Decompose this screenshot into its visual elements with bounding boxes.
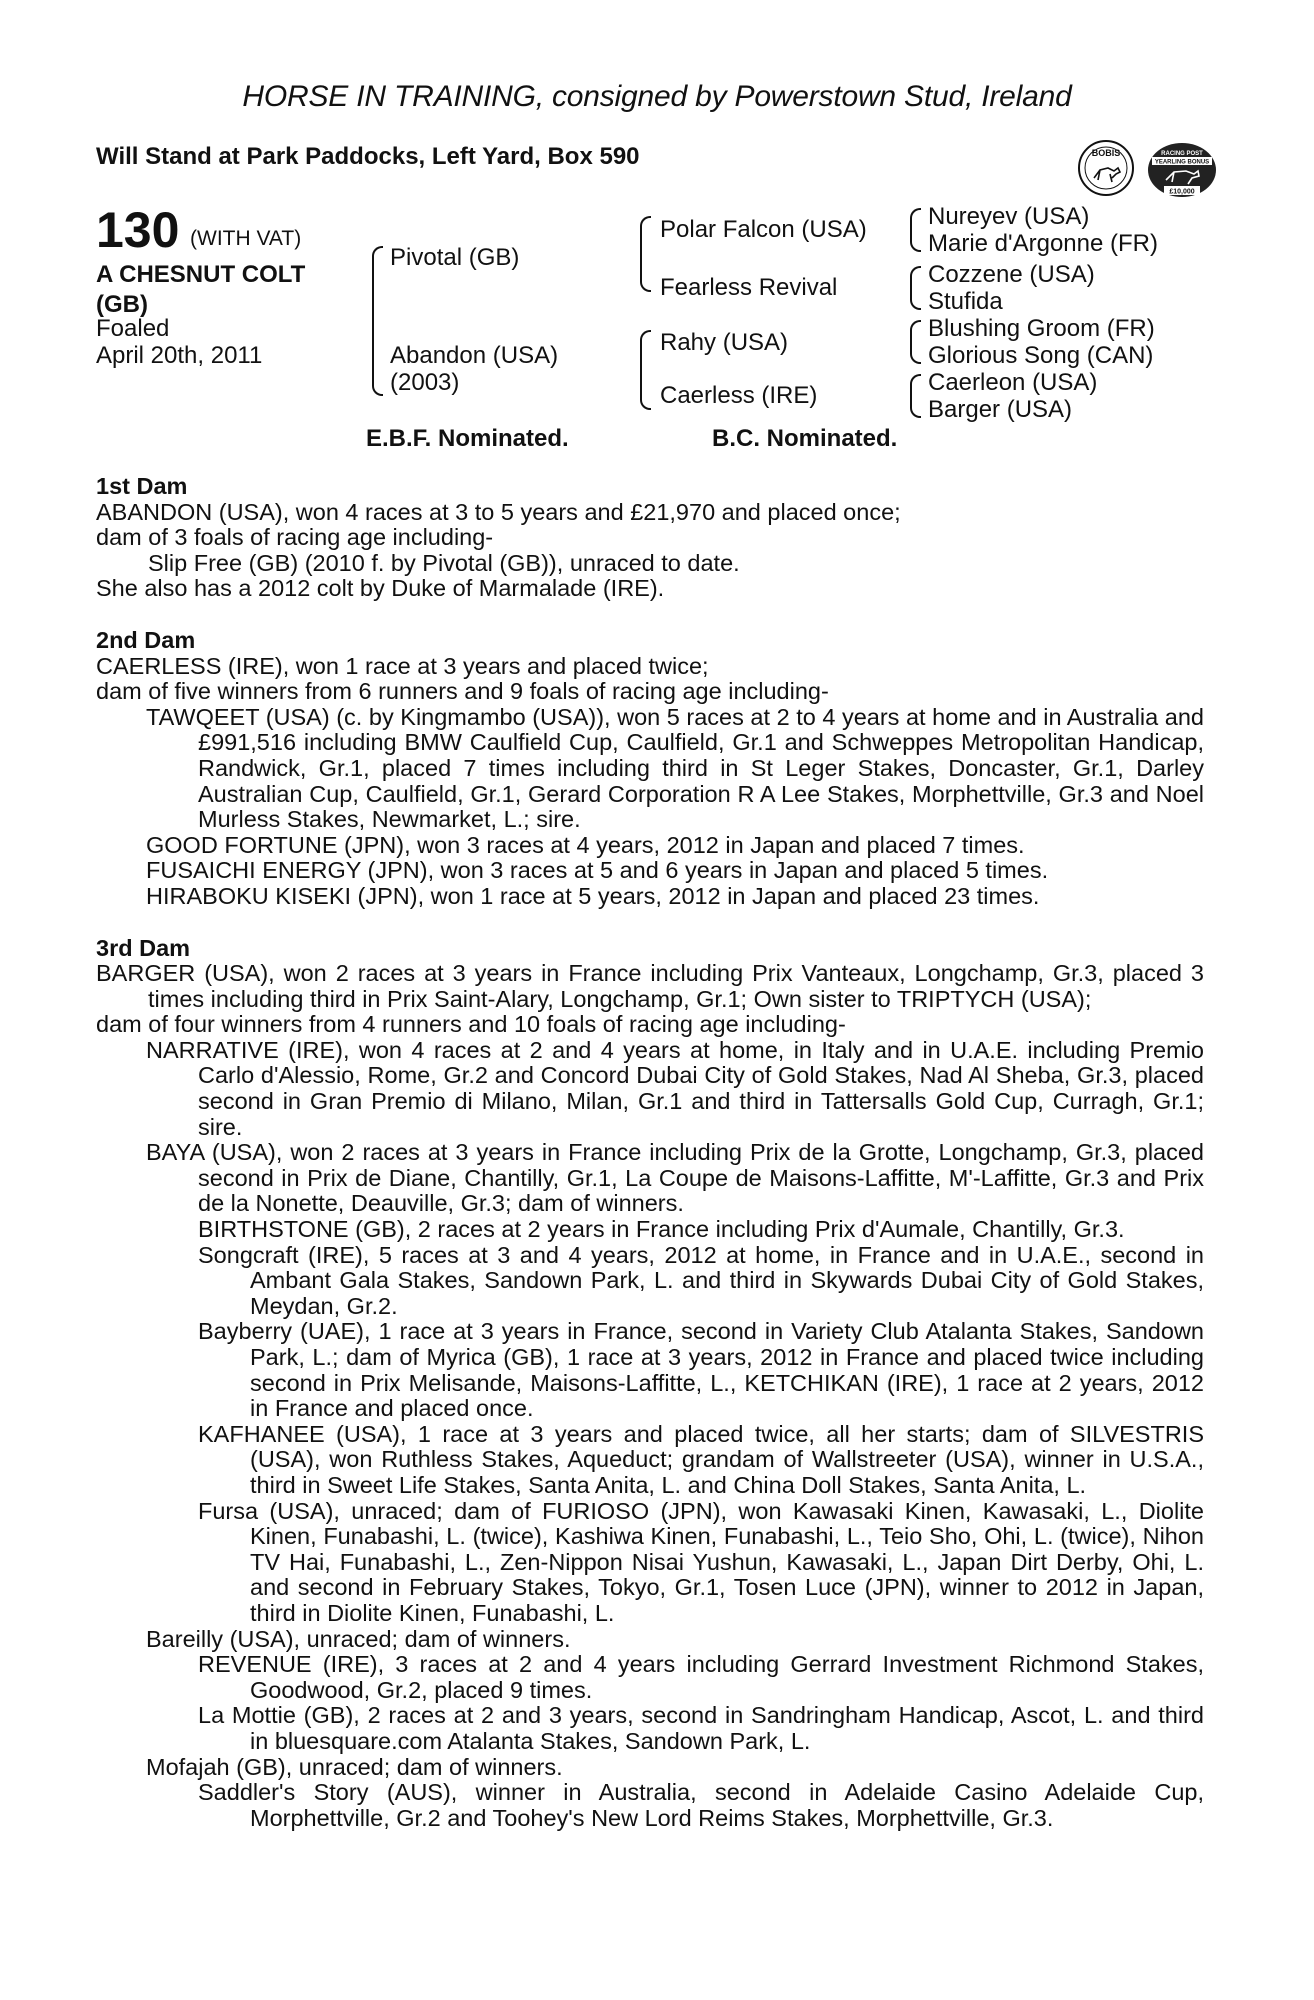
produce-kafhanee: KAFHANEE (USA), 1 race at 3 years and placed twice, all her starts; dam of SILVESTRIS (USA), won Ruthless Stakes, Aqueduct; grandam of Wallstreeter (USA), winner in U.S.A., third in Sweet Life Stakes, Santa Anita, L. and China Doll Stakes, Santa Anita, L. (198, 1420, 1204, 1498)
produce-revenue: REVENUE (IRE), 3 races at 2 and 4 years including Gerrard Investment Richmond Stakes, Goodwood, Gr.2, placed 9 times. (198, 1651, 1204, 1703)
third-dam-record: BARGER (USA), won 2 races at 3 years in France including Prix Vanteaux, Longchamp, Gr.3, placed 3 times including third in Prix Saint-Alary, Longchamp, Gr.1; Own sister to TRIPTYCH (USA); (96, 960, 1204, 1012)
pedigree-brace (910, 208, 921, 252)
pedigree-gg-6: Glorious Song (CAN) (928, 342, 1154, 369)
pedigree-dam-dam: Caerless (IRE) (660, 382, 818, 409)
pedigree-dam-name: Abandon (USA) (390, 342, 559, 369)
first-dam-note: She also has a 2012 colt by Duke of Marmalade (IRE). (96, 575, 665, 602)
pedigree-gg-7: Caerleon (USA) (928, 369, 1098, 396)
produce-birthstone: BIRTHSTONE (GB), 2 races at 2 years in France including Prix d'Aumale, Chantilly, Gr.3. (198, 1216, 1125, 1243)
bonus-amount: £10,000 (1169, 188, 1195, 196)
third-dam-heading: 3rd Dam (96, 934, 191, 961)
produce-good-fortune: GOOD FORTUNE (JPN), won 3 races at 4 years, 2012 in Japan and placed 7 times. (146, 831, 1025, 858)
produce-la-mottie: La Mottie (GB), 2 races at 2 and 3 years, second in Sandringham Handicap, Ascot, L. and third in bluesquare.com Atalanta Stakes, Sandown Park, L. (198, 1702, 1204, 1754)
pedigree-gg-4: Stufida (928, 288, 1003, 315)
racing-post-label: RACING POST (1161, 151, 1203, 157)
bobis-badge-icon (1076, 138, 1136, 198)
pedigree-dam-year: (2003) (390, 369, 460, 396)
pedigree-sire-sire: Polar Falcon (USA) (660, 216, 867, 243)
pedigree-gg-3: Cozzene (USA) (928, 261, 1095, 288)
vat-note: (WITH VAT) (190, 227, 302, 250)
produce-bayberry: Bayberry (UAE), 1 race at 3 years in France, second in Variety Club Atalanta Stakes, Sandown Park, L.; dam of Myrica (GB), 1 race at 3 years, 2012 in France and placed twice including second in Prix Melisande, Maisons-Laffitte, L., KETCHIKAN (IRE), 1 race at 2 years, 2012 in France and placed once. (198, 1318, 1204, 1422)
produce-bareilly: Bareilly (USA), unraced; dam of winners. (146, 1625, 571, 1652)
produce-tawqeet: TAWQEET (USA) (c. by Kingmambo (USA)), won 5 races at 2 to 4 years at home and in Australia and £991,516 including BMW Caulfield Cup, Caulfield, Gr.1 and Schweppes Metropolitan Handicap, Randwick, Gr.1, placed 7 times including third in St Leger Stakes, Doncaster, Gr.1, Darley Australian Cup, Caulfield, Gr.1, Gerard Corporation R A Lee Stakes, Morphettville, Gr.3 and Noel Murless Stakes, Newmarket, L.; sire. (146, 703, 1204, 833)
bobis-label: BOBIS (1091, 148, 1121, 158)
stand-location: Will Stand at Park Paddocks, Left Yard, Box 590 (96, 143, 640, 170)
first-dam-record: ABANDON (USA), won 4 races at 3 to 5 years and £21,970 and placed once; (96, 498, 901, 525)
first-dam-heading: 1st Dam (96, 473, 188, 499)
lot-number: 130 (96, 202, 180, 258)
first-dam-foal: Slip Free (GB) (2010 f. by Pivotal (GB)), unraced to date. (148, 549, 740, 576)
page-title: HORSE IN TRAINING, consigned by Powerstown Stud, Ireland (242, 80, 1072, 113)
produce-songcraft: Songcraft (IRE), 5 races at 3 and 4 years, 2012 at home, in France and in U.A.E., second in Ambant Gala Stakes, Sandown Park, L. and third in Skywards Dubai City of Gold Stakes, Meydan, Gr.2. (198, 1241, 1204, 1319)
racing-post-yearling-bonus-icon (1146, 140, 1218, 200)
bc-nominated: B.C. Nominated. (712, 425, 898, 452)
foaled-info (96, 315, 262, 369)
pedigree-gg-5: Blushing Groom (FR) (928, 315, 1155, 342)
lot-description-line2: (GB) (96, 291, 148, 318)
pedigree-brace (910, 266, 921, 310)
pedigree-brace (910, 320, 921, 364)
pedigree-dam (390, 342, 558, 396)
produce-fursa: Fursa (USA), unraced; dam of FURIOSO (JPN), won Kawasaki Kinen, Kawasaki, L., Diolite Kinen, Funabashi, L. (twice), Kashiwa Kinen, Funabashi, L., Teio Sho, Ohi, L. (twice), Nihon TV Hai, Funabashi, L., Zen-Nippon Nisai Yushun, Kawasaki, L., Japan Dirt Derby, Ohi, L. and second in February Stakes, Tokyo, Gr.1, Tosen Luce (JPN), winner to 2012 in Japan, third in Diolite Kinen, Funabashi, L. (198, 1497, 1204, 1626)
pedigree-brace (372, 246, 383, 396)
second-dam-record: CAERLESS (IRE), won 1 race at 3 years and placed twice; (96, 652, 709, 679)
second-dam-produce: dam of five winners from 6 runners and 9 foals of racing age including- (96, 678, 829, 705)
pedigree-dam-sire: Rahy (USA) (660, 329, 789, 356)
produce-baya: BAYA (USA), won 2 races at 3 years in France including Prix de la Grotte, Longchamp, Gr.3, placed second in Prix de Diane, Chantilly, Gr.1, La Coupe de Maisons-Laffitte, M'-Laffitte, Gr.3 and Prix de la Nonette, Deauville, Gr.3; dam of winners. (146, 1139, 1204, 1217)
produce-narrative: NARRATIVE (IRE), won 4 races at 2 and 4 years at home, in Italy and in U.A.E. including Premio Carlo d'Alessio, Rome, Gr.2 and Concord Dubai City of Gold Stakes, Nad Al Sheba, Gr.3, placed second in Gran Premio di Milano, Milan, Gr.1 and third in Tattersalls Gold Cup, Curragh, Gr.1; sire. (146, 1036, 1204, 1140)
first-dam-produce: dam of 3 foals of racing age including- (96, 524, 494, 551)
pedigree-brace (910, 374, 921, 418)
produce-mofajah: Mofajah (GB), unraced; dam of winners. (146, 1753, 563, 1780)
pedigree-gg-1: Nureyev (USA) (928, 203, 1090, 230)
pedigree-gg-8: Barger (USA) (928, 396, 1073, 423)
foaled-date: April 20th, 2011 (96, 342, 263, 369)
lot-description (96, 260, 305, 320)
foaled-label: Foaled (96, 315, 170, 342)
pedigree-brace (640, 216, 651, 292)
yearling-bonus-label: YEARLING BONUS (1154, 159, 1210, 166)
lot-description-line1: A CHESNUT COLT (96, 261, 306, 288)
produce-saddlers-story: Saddler's Story (AUS), winner in Australia, second in Adelaide Casino Adelaide Cup, Morphettville, Gr.2 and Toohey's New Lord Reims Stakes, Morphettville, Gr.3. (198, 1779, 1204, 1831)
pedigree-sire-dam: Fearless Revival (660, 274, 838, 301)
pedigree-notes (96, 474, 1204, 1831)
pedigree-gg-2: Marie d'Argonne (FR) (928, 230, 1158, 257)
produce-hiraboku-kiseki: HIRABOKU KISEKI (JPN), won 1 race at 5 years, 2012 in Japan and placed 23 times. (146, 882, 1040, 909)
third-dam-produce: dam of four winners from 4 runners and 10 foals of racing age including- (96, 1011, 846, 1038)
produce-fusaichi-energy: FUSAICHI ENERGY (JPN), won 3 races at 5 and 6 years in Japan and placed 5 times. (146, 857, 1049, 884)
second-dam-heading: 2nd Dam (96, 626, 196, 653)
ebf-nominated: E.B.F. Nominated. (366, 425, 569, 452)
pedigree-sire: Pivotal (GB) (390, 244, 520, 271)
pedigree-brace (640, 330, 651, 410)
